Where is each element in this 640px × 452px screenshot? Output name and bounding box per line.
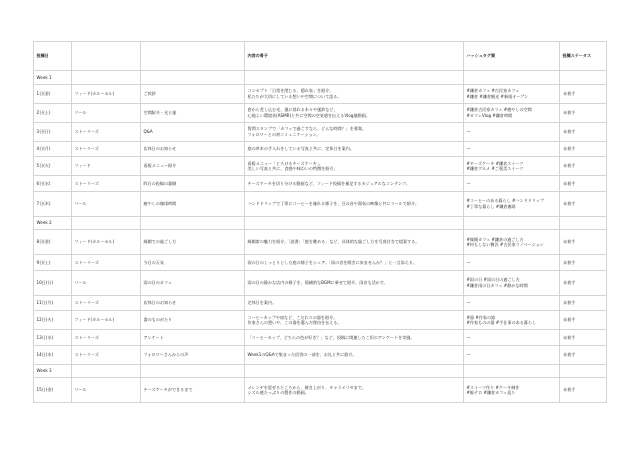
content-outline-cell[interactable]: メレンゲを混ぜるところから、焼き上がり、キャラメリゼまで。 シズル感たっぷりの製作の動画。 (245, 378, 464, 403)
post-format-cell[interactable]: ストーリーズ (72, 141, 141, 157)
content-outline-cell[interactable]: 看板メニュー「とろけるチーズケーキ」。 美しい写真と共に、食感や味わいの特徴を紹介。 (245, 157, 464, 176)
content-outline-cell[interactable] (245, 364, 464, 378)
table-row (34, 378, 607, 403)
hashtag-cell[interactable]: — (464, 176, 560, 192)
post-format-cell[interactable]: ストーリーズ (72, 176, 141, 192)
hashtag-cell[interactable]: #器 #作家の器 #作家ものの器 #手仕事のある暮らし (464, 311, 560, 330)
post-theme-cell[interactable]: 癒やしの珈琲時間 (141, 191, 245, 216)
table-body (34, 42, 607, 403)
content-outline-cell[interactable]: 雨の日のしっとりとした庭の様子をシェア。「雨の音を聞きに来ませんか？」と一言添える。 (245, 255, 464, 271)
status-cell[interactable]: 未着手 (560, 157, 607, 176)
post-format-cell[interactable]: フィード (72, 157, 141, 176)
status-cell[interactable]: 未着手 (560, 141, 607, 157)
hashtag-cell[interactable] (464, 364, 560, 378)
column-header[interactable]: 投稿ステータス (560, 42, 607, 71)
column-header[interactable] (72, 42, 141, 71)
post-date-cell[interactable]: 5日(火) (34, 157, 72, 176)
table-row (34, 191, 607, 216)
content-outline-cell[interactable]: 窓から差し込む光、風に揺れる木々や風鈴など、 心地よい環境音(ASMR)と共に空間の空気感を伝えるVlog風動画。 (245, 103, 464, 122)
content-outline-cell[interactable]: コンセプト「日常を閉じる、隠れ家」を紹介。 私たちが大切にしている想いや空間について語る。 (245, 84, 464, 103)
content-outline-cell[interactable]: 縁側席の魅力を紹介。「読書」「庭を眺める」など、具体的な過ごし方を写真付きで提案する。 (245, 230, 464, 255)
week-label-row (34, 216, 607, 230)
hashtag-cell[interactable]: #チーズケーキ #鎌倉スイーツ #鎌倉グルメ #ご褒美スイーツ (464, 157, 560, 176)
post-format-cell[interactable] (72, 216, 141, 230)
post-date-cell[interactable]: 9日(土) (34, 255, 72, 271)
status-cell[interactable]: 未着手 (560, 345, 607, 364)
post-format-cell[interactable]: ストーリーズ (72, 255, 141, 271)
post-format-cell[interactable]: ストーリーズ (72, 345, 141, 364)
content-outline-cell[interactable] (245, 216, 464, 230)
post-format-cell[interactable]: フィード(カルーセル) (72, 230, 141, 255)
post-theme-cell[interactable]: 店休日のお知らせ (141, 295, 245, 311)
hashtag-cell[interactable]: #スイーツ作り #ケーキ制作 #飯テロ #鎌倉カフェ巡り (464, 378, 560, 403)
column-header[interactable]: 内容の骨子 (245, 42, 464, 71)
post-theme-cell[interactable] (141, 71, 245, 85)
content-outline-cell[interactable]: 質問スタンプで「カフェで過ごすなら、どんな時間？」を募集。 フォロワーとの初コミュニケーション。 (245, 122, 464, 141)
post-format-cell[interactable]: ストーリーズ (72, 330, 141, 346)
post-date-cell[interactable]: 8日(金) (34, 230, 72, 255)
content-outline-cell[interactable]: 雨の日の静かな店内の様子を、情緒的なBGMに乗せて紹介。雨音も活かす。 (245, 270, 464, 295)
post-format-cell[interactable]: リール (72, 270, 141, 295)
week-label-row (34, 364, 607, 378)
post-date-cell[interactable]: 11日(月) (34, 295, 72, 311)
post-format-cell[interactable]: リール (72, 103, 141, 122)
post-format-cell[interactable]: フィード(カルーセル) (72, 311, 141, 330)
content-outline-cell[interactable]: Week1のQ&Aで集まった回答の一部を、お礼と共に紹介。 (245, 345, 464, 364)
week-label[interactable]: Week 1 (34, 71, 72, 85)
status-cell[interactable] (560, 71, 607, 85)
post-format-cell[interactable] (72, 364, 141, 378)
post-theme-cell[interactable] (141, 364, 245, 378)
post-date-cell[interactable]: 1日(金) (34, 84, 72, 103)
status-cell[interactable] (560, 216, 607, 230)
post-theme-cell[interactable]: ご挨拶 (141, 84, 245, 103)
header-row (34, 42, 607, 71)
hashtag-cell[interactable]: — (464, 141, 560, 157)
post-format-cell[interactable] (72, 71, 141, 85)
week-label-row (34, 71, 607, 85)
post-date-cell[interactable]: 7日(木) (34, 191, 72, 216)
table-row (34, 176, 607, 192)
status-cell[interactable]: 未着手 (560, 176, 607, 192)
post-theme-cell[interactable]: 今日の天気 (141, 255, 245, 271)
status-cell[interactable]: 未着手 (560, 270, 607, 295)
table-row (34, 270, 607, 295)
table-row (34, 84, 607, 103)
post-schedule-table (33, 41, 607, 403)
post-theme-cell[interactable] (141, 216, 245, 230)
hashtag-cell[interactable]: — (464, 330, 560, 346)
post-date-cell[interactable]: 4日(月) (34, 141, 72, 157)
hashtag-cell[interactable] (464, 216, 560, 230)
post-theme-cell[interactable]: チーズケーキができるまで (141, 378, 245, 403)
hashtag-cell[interactable]: — (464, 255, 560, 271)
table-row (34, 330, 607, 346)
post-theme-cell[interactable]: アンケート (141, 330, 245, 346)
hashtag-cell[interactable]: #鎌倉カフェ #古民家カフェ #鎌倉 #鎌倉観光 #新規オープン (464, 84, 560, 103)
post-theme-cell[interactable]: 縁側での過ごし方 (141, 230, 245, 255)
content-outline-cell[interactable]: 定休日を案内。 (245, 295, 464, 311)
status-cell[interactable]: 未着手 (560, 84, 607, 103)
status-cell[interactable]: 未着手 (560, 378, 607, 403)
hashtag-cell[interactable]: #鎌倉古民家カフェ #癒やしの空間 #カフェVlog #鎌倉時間 (464, 103, 560, 122)
status-cell[interactable]: 未着手 (560, 191, 607, 216)
post-theme-cell[interactable]: 店休日のお知らせ (141, 141, 245, 157)
table-row (34, 230, 607, 255)
table-row (34, 103, 607, 122)
post-date-cell[interactable]: 6日(水) (34, 176, 72, 192)
column-header[interactable]: ハッシュタグ案 (464, 42, 560, 71)
post-format-cell[interactable]: フィード(カルーセル) (72, 84, 141, 103)
content-outline-cell[interactable]: チーズケーキを切り分ける動画など、フィード投稿を補足するカジュアルなコンテンツ。 (245, 176, 464, 192)
column-header[interactable]: 投稿日 (34, 42, 72, 71)
post-date-cell[interactable]: 3日(日) (34, 122, 72, 141)
status-cell[interactable]: 未着手 (560, 330, 607, 346)
table-row (34, 345, 607, 364)
hashtag-cell[interactable]: #雨の日 #雨の日の過ごし方 #鎌倉雨の日カフェ #静かな時間 (464, 270, 560, 295)
post-theme-cell[interactable]: Q&A (141, 122, 245, 141)
post-theme-cell[interactable]: 雨の日のカフェ (141, 270, 245, 295)
post-theme-cell[interactable]: 空間紹介・光と風 (141, 103, 245, 122)
post-date-cell[interactable]: 13日(水) (34, 330, 72, 346)
post-format-cell[interactable]: ストーリーズ (72, 122, 141, 141)
hashtag-cell[interactable]: #コーヒーのある暮らし #ハンドドリップ #丁寧な暮らし #鎌倉珈琲 (464, 191, 560, 216)
post-format-cell[interactable]: ストーリーズ (72, 295, 141, 311)
week-label[interactable]: Week 3 (34, 364, 72, 378)
status-cell[interactable]: 未着手 (560, 230, 607, 255)
status-cell[interactable]: 未着手 (560, 103, 607, 122)
status-cell[interactable]: 未着手 (560, 122, 607, 141)
content-outline-cell[interactable]: コーヒーカップや皿など、こだわりの器を紹介。 作家さんの想いや、この器を選んだ理由を伝える。 (245, 311, 464, 330)
post-theme-cell[interactable]: 昨日の投稿の裏側 (141, 176, 245, 192)
week-label[interactable]: Week 2 (34, 216, 72, 230)
hashtag-cell[interactable]: — (464, 122, 560, 141)
hashtag-cell[interactable]: — (464, 345, 560, 364)
status-cell[interactable]: 未着手 (560, 295, 607, 311)
post-theme-cell[interactable]: 器のものがたり (141, 311, 245, 330)
status-cell[interactable] (560, 364, 607, 378)
post-format-cell[interactable]: リール (72, 378, 141, 403)
post-date-cell[interactable]: 10日(日) (34, 270, 72, 295)
column-header[interactable] (141, 42, 245, 71)
content-outline-cell[interactable]: 庭の草木の手入れをしている写真と共に、定休日を案内。 (245, 141, 464, 157)
content-outline-cell[interactable]: 「コーヒーカップ、どちらの色が好き？」など、投稿に関連したこ択のアンケートを実施。 (245, 330, 464, 346)
content-outline-cell[interactable] (245, 71, 464, 85)
post-theme-cell[interactable]: フォロワーさんからの声 (141, 345, 245, 364)
table-row (34, 295, 607, 311)
post-format-cell[interactable]: リール (72, 191, 141, 216)
hashtag-cell[interactable] (464, 71, 560, 85)
content-outline-cell[interactable]: ハンドドリップで丁寧にコーヒーを淹れる様子を、豆の音や湯気の映像と共にリールで紹介。 (245, 191, 464, 216)
table-row (34, 157, 607, 176)
schedule-sheet (33, 41, 606, 403)
post-date-cell[interactable]: 12日(火) (34, 311, 72, 330)
post-theme-cell[interactable]: 看板メニュー紹介 (141, 157, 245, 176)
status-cell[interactable]: 未着手 (560, 255, 607, 271)
post-date-cell[interactable]: 14日(木) (34, 345, 72, 364)
hashtag-cell[interactable]: — (464, 295, 560, 311)
hashtag-cell[interactable]: #縁側カフェ #鎌倉の過ごし方 #何もしない贅沢 #古民家リノベーション (464, 230, 560, 255)
table-row (34, 255, 607, 271)
table-row (34, 311, 607, 330)
post-date-cell[interactable]: 2日(土) (34, 103, 72, 122)
table-row (34, 122, 607, 141)
post-date-cell[interactable]: 15日(金) (34, 378, 72, 403)
table-row (34, 141, 607, 157)
status-cell[interactable]: 未着手 (560, 311, 607, 330)
